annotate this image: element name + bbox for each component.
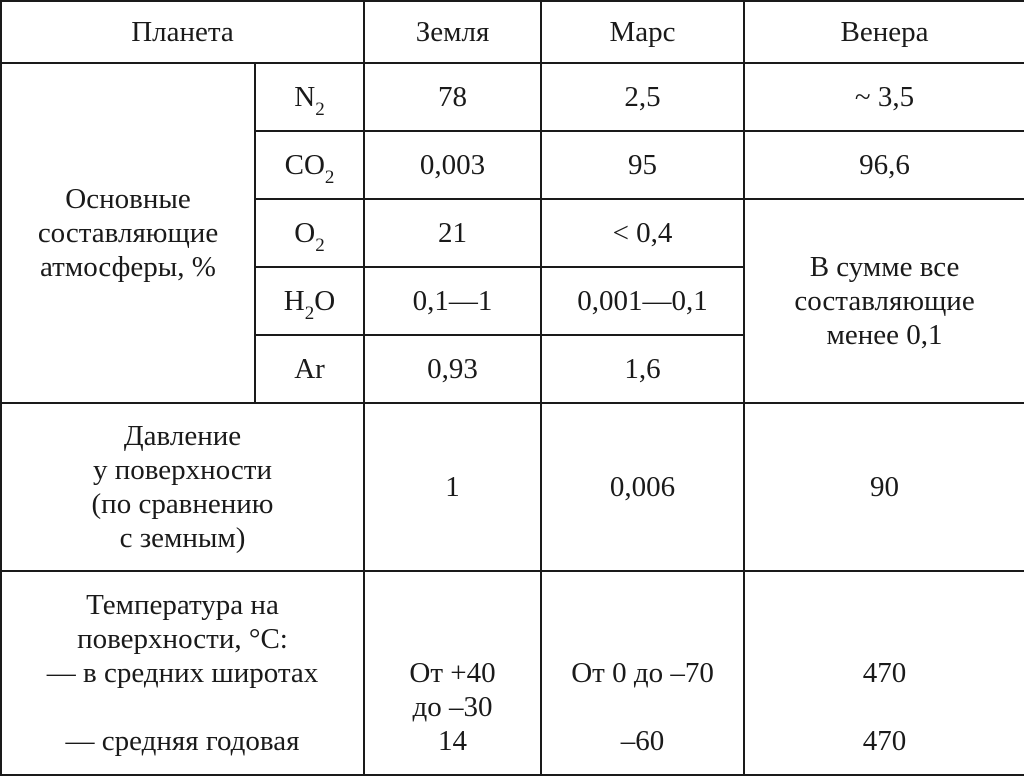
pressure-label-line1: Давление: [123, 420, 242, 452]
temperature-mars-midlat: От 0 до –70: [571, 657, 714, 689]
temperature-mars: [541, 571, 744, 775]
pressure-mars: 0,006: [541, 403, 744, 571]
pressure-label-line3: (по сравнению: [91, 488, 274, 520]
temperature-earth-annual: 14: [438, 725, 468, 757]
temperature-earth-midlat-line1: От +40: [409, 657, 496, 689]
header-earth: Земля: [364, 1, 541, 63]
gas-name: $O_2$: [255, 199, 364, 267]
gas-name: $H_2O$: [255, 267, 364, 335]
pressure-label-line4: с земным): [119, 522, 246, 554]
pressure-venus: 90: [744, 403, 1024, 571]
header-mars: Марс: [541, 1, 744, 63]
venus-merged-line1: В сумме все: [809, 251, 960, 283]
header-venus: Венера: [744, 1, 1024, 63]
composition-label-line3: атмосферы, %: [40, 251, 216, 283]
temperature-venus-annual: 470: [862, 725, 907, 757]
temperature-label: [1, 571, 364, 775]
earth-value: 0,1—1: [364, 267, 541, 335]
composition-label: [1, 63, 255, 403]
temperature-label-line4: — средняя годовая: [65, 725, 300, 757]
temperature-row: [1, 571, 1024, 775]
pressure-earth: 1: [364, 403, 541, 571]
earth-value: 0,003: [364, 131, 541, 199]
temperature-mars-annual: –60: [620, 725, 665, 757]
composition-label-line1: Основные: [65, 183, 191, 215]
temperature-earth: [364, 571, 541, 775]
temperature-earth-midlat-line2: до –30: [412, 691, 493, 723]
temperature-label-line3: — в средних широтах: [46, 657, 319, 689]
pressure-row: [1, 403, 1024, 571]
venus-value: ~ 3,5: [744, 63, 1024, 131]
mars-value: < 0,4: [541, 199, 744, 267]
gas-name: $N_2$: [255, 63, 364, 131]
composition-label-line2: составляющие: [37, 217, 219, 249]
gas-name: Ar: [255, 335, 364, 403]
temperature-venus: [744, 571, 1024, 775]
mars-value: 2,5: [541, 63, 744, 131]
mars-value: 1,6: [541, 335, 744, 403]
gas-row-n2: [1, 63, 1024, 131]
pressure-label: [1, 403, 364, 571]
earth-value: 21: [364, 199, 541, 267]
temperature-label-line1: Температура на: [86, 589, 279, 621]
temperature-venus-midlat: 470: [862, 657, 907, 689]
earth-value: 78: [364, 63, 541, 131]
header-row: [1, 1, 1024, 63]
mars-value: 95: [541, 131, 744, 199]
venus-value: 96,6: [744, 131, 1024, 199]
earth-value: 0,93: [364, 335, 541, 403]
venus-merged-line3: менее 0,1: [826, 319, 943, 351]
gas-name: $CO_2$: [255, 131, 364, 199]
temperature-label-line2: поверхности, °С:: [77, 623, 288, 655]
venus-merged-line2: составляющие: [794, 285, 975, 317]
pressure-label-line2: у поверхности: [93, 454, 272, 486]
header-planet: Планета: [1, 1, 364, 63]
venus-merged-note: [744, 199, 1024, 403]
mars-value: 0,001—0,1: [541, 267, 744, 335]
